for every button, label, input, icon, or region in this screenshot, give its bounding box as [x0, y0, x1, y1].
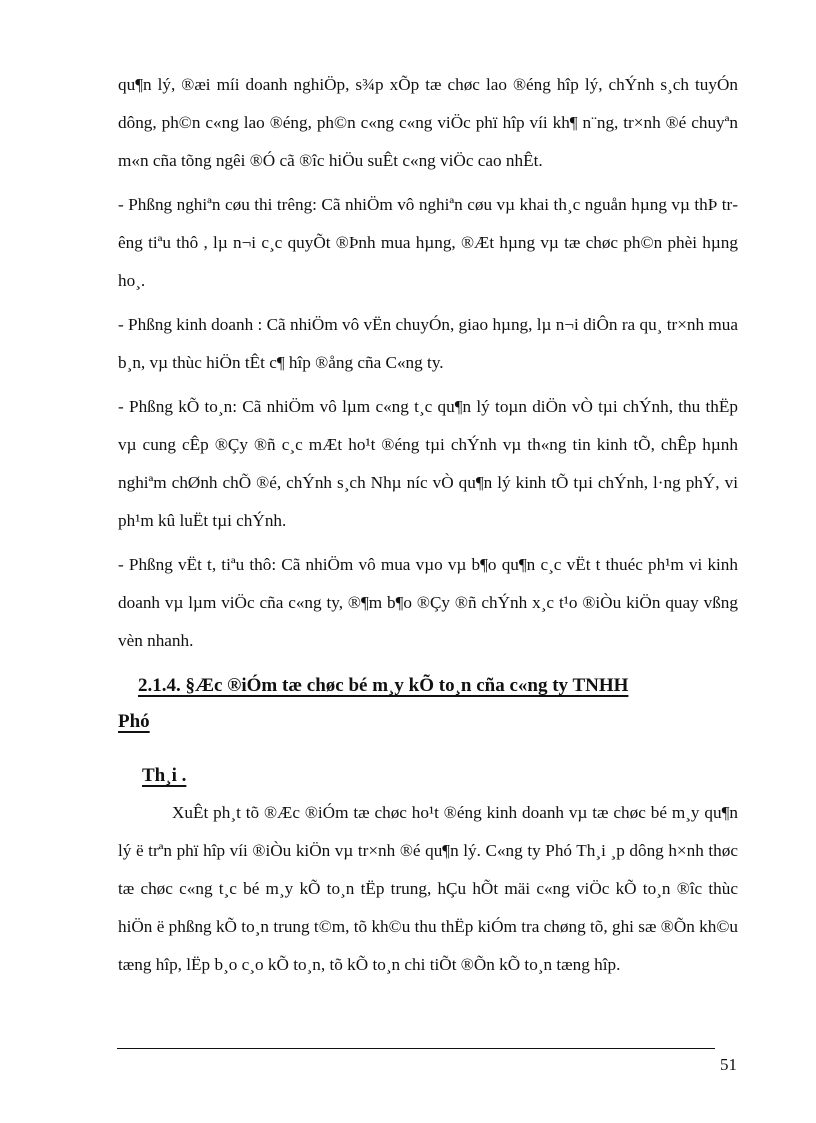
paragraph-management: qu¶n lý, ®æi míi doanh nghiÖp, s¾p xÕp tæ chøc lao ®éng hîp lý, chÝnh s¸ch tuyÓn dông, ph©n c«ng lao ®éng, ph©n c«ng c«ng viÖc phï hîp víi kh¶ n¨ng, tr×nh ®é chuyªn m«n cña tõng ngêi ®Ó cã ®îc hiÖu suÊt c«ng viÖc cao nhÊt. — [118, 75, 738, 170]
section-heading-cont — [118, 704, 738, 740]
paragraph-accounting-dept: - Phßng kÕ to¸n: Cã nhiÖm vô lµm c«ng t¸c qu¶n lý toµn diÖn vÒ tµi chÝnh, thu thËp vµ cung cÊp ®Çy ®ñ c¸c mÆt ho¹t ®éng tµi chÝnh vµ th«ng tin kinh tÕ, chÊp hµnh nghiªm chØnh chÕ ®é, chÝnh s¸ch Nhµ níc vÒ qu¶n lý kinh tÕ tµi chÝnh, l·ng phÝ, vi ph¹m kû luËt tµi chÝnh. — [118, 397, 738, 530]
section-heading-cont-2 — [118, 758, 738, 794]
paragraph-supplies-dept: - Phßng vËt t, tiªu thô: Cã nhiÖm vô mua vµo vµ b¶o qu¶n c¸c vËt t thuéc ph¹m vi kinh doanh vµ lµm viÖc cña c«ng ty, ®¶m b¶o ®Çy ®ñ chÝnh x¸c t¹o ®iÒu kiÖn quay vßng vèn nhanh. — [118, 555, 738, 650]
section-heading-line2: Phó — [118, 711, 150, 732]
paragraph-business-dept: - Phßng kinh doanh : Cã nhiÖm vô vËn chuyÓn, giao hµng, lµ n¬i diÔn ra qu¸ tr×nh mua b¸n, vµ thùc hiÖn tÊt c¶ hîp ®ång cña C«ng ty. — [118, 315, 738, 372]
paragraph-accounting-organization: XuÊt ph¸t tõ ®Æc ®iÓm tæ chøc ho¹t ®éng kinh doanh vµ tæ chøc bé m¸y qu¶n lý ë trªn phï hîp víi ®iÒu kiÖn vµ tr×nh ®é qu¶n lý. C«ng ty Phó Th¸i ¸p dông h×nh thøc tæ chøc c«ng t¸c bé m¸y kÕ to¸n tËp trung, hÇu hÕt mäi c«ng viÖc kÕ to¸n ®îc thùc hiÖn ë phßng kÕ to¸n trung t©m, tõ kh©u thu thËp kiÓm tra chøng tõ, ghi sæ ®Õn kh©u tæng hîp, lËp b¸o c¸o kÕ to¸n, tõ kÕ to¸n chi tiÕt ®Õn kÕ to¸n tæng hîp. — [118, 803, 738, 974]
page-content — [118, 66, 738, 990]
section-heading — [118, 668, 738, 704]
section-heading-line1: 2.1.4. §Æc ®iÓm tæ chøc bé m¸y kÕ to¸n cña c«ng ty TNHH — [138, 675, 629, 696]
page-number: 51 — [720, 1055, 737, 1074]
paragraph-market-research-dept: - Phßng nghiªn cøu thi trêng: Cã nhiÖm vô nghiªn cøu vµ khai th¸c nguån hµng vµ thÞ trêng tiªu thô , lµ n¬i c¸c quyÕt ®Þnh mua hµng, ®Æt hµng vµ tæ chøc ph©n phèi hµng ho¸. — [118, 195, 738, 290]
section-heading-line3: Th¸i . — [142, 765, 187, 786]
footer-divider — [117, 1048, 715, 1049]
